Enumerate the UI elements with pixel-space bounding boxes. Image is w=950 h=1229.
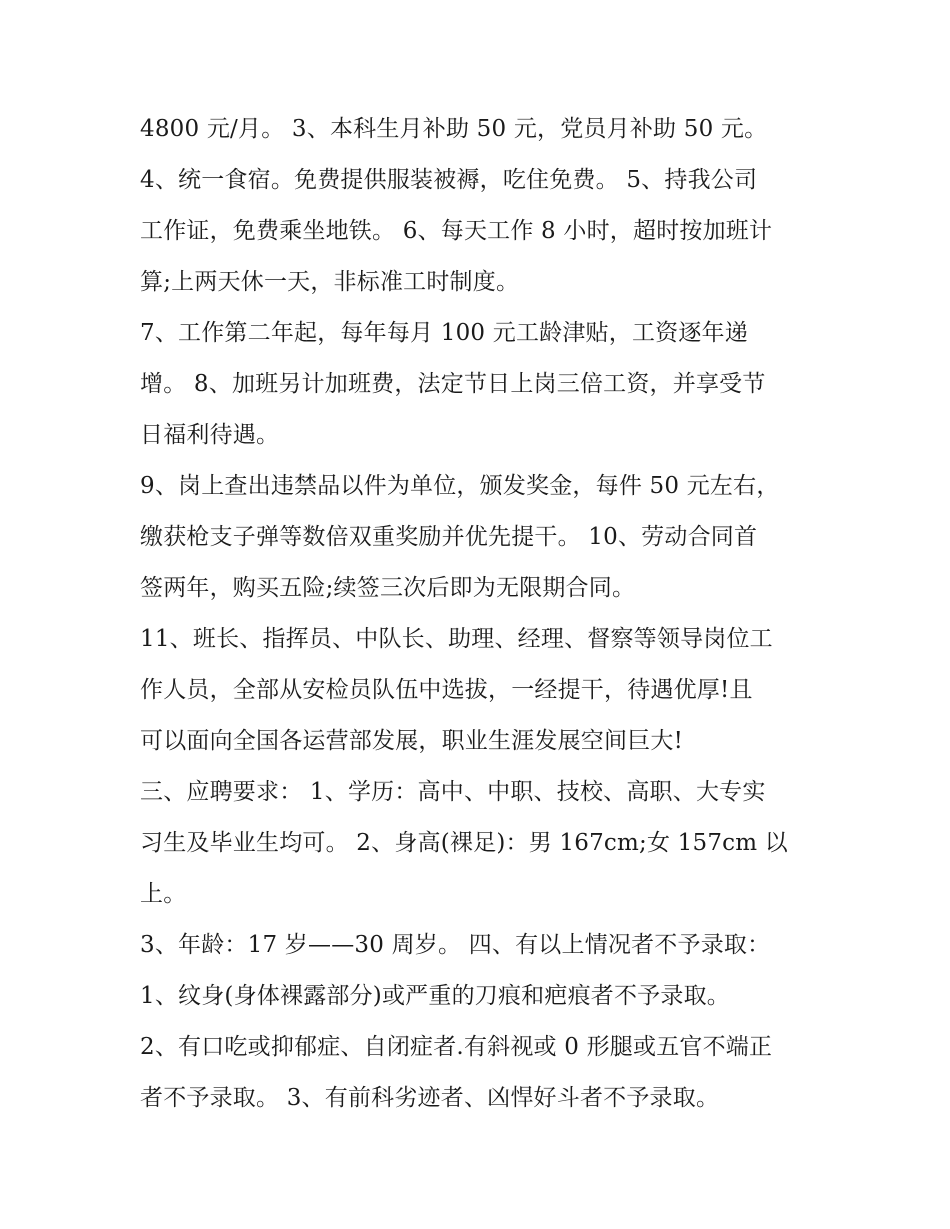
text-line-7: 日福利待遇。 xyxy=(140,422,280,448)
text-line-8: 9、岗上查出违禁品以件为单位，颁发奖金，每件 50 元左右， xyxy=(140,473,780,499)
text-line-12: 作人员，全部从安检员队伍中选拔，一经提干，待遇优厚!且 xyxy=(140,677,753,703)
text-line-13: 可以面向全国各运营部发展，职业生涯发展空间巨大! xyxy=(140,728,684,754)
text-line-14: 三、应聘要求： 1、学历：高中、中职、技校、高职、大专实 xyxy=(140,779,766,805)
text-line-6: 增。 8、加班另计加班费，法定节日上岗三倍工资，并享受节 xyxy=(140,371,766,397)
text-line-16: 上。 xyxy=(140,881,187,907)
document-body xyxy=(140,104,820,1124)
text-line-4: 算;上两天休一天，非标准工时制度。 xyxy=(140,269,520,295)
text-line-19: 2、有口吃或抑郁症、自闭症者.有斜视或 0 形腿或五官不端正 xyxy=(140,1034,773,1060)
text-line-11: 11、班长、指挥员、中队长、助理、经理、督察等领导岗位工 xyxy=(140,626,773,652)
text-line-18: 1、纹身(身体裸露部分)或严重的刀痕和疤痕者不予录取。 xyxy=(140,983,730,1009)
text-line-3: 工作证，免费乘坐地铁。 6、每天工作 8 小时，超时按加班计 xyxy=(140,218,773,244)
text-line-10: 签两年，购买五险;续签三次后即为无限期合同。 xyxy=(140,575,636,601)
text-line-2: 4、统一食宿。免费提供服装被褥，吃住免费。 5、持我公司 xyxy=(140,167,758,193)
text-line-5: 7、工作第二年起，每年每月 100 元工龄津贴，工资逐年递 xyxy=(140,320,748,346)
text-line-17: 3、年龄：17 岁——30 周岁。 四、有以上情况者不予录取： xyxy=(140,932,771,958)
text-line-15: 习生及毕业生均可。 2、身高(裸足)：男 167cm;女 157cm 以 xyxy=(140,830,788,856)
text-line-1: 4800 元/月。 3、本科生月补助 50 元，党员月补助 50 元。 xyxy=(140,116,768,142)
text-line-9: 缴获枪支子弹等数倍双重奖励并优先提干。 10、劳动合同首 xyxy=(140,524,758,550)
text-line-20: 者不予录取。 3、有前科劣迹者、凶悍好斗者不予录取。 xyxy=(140,1085,720,1111)
